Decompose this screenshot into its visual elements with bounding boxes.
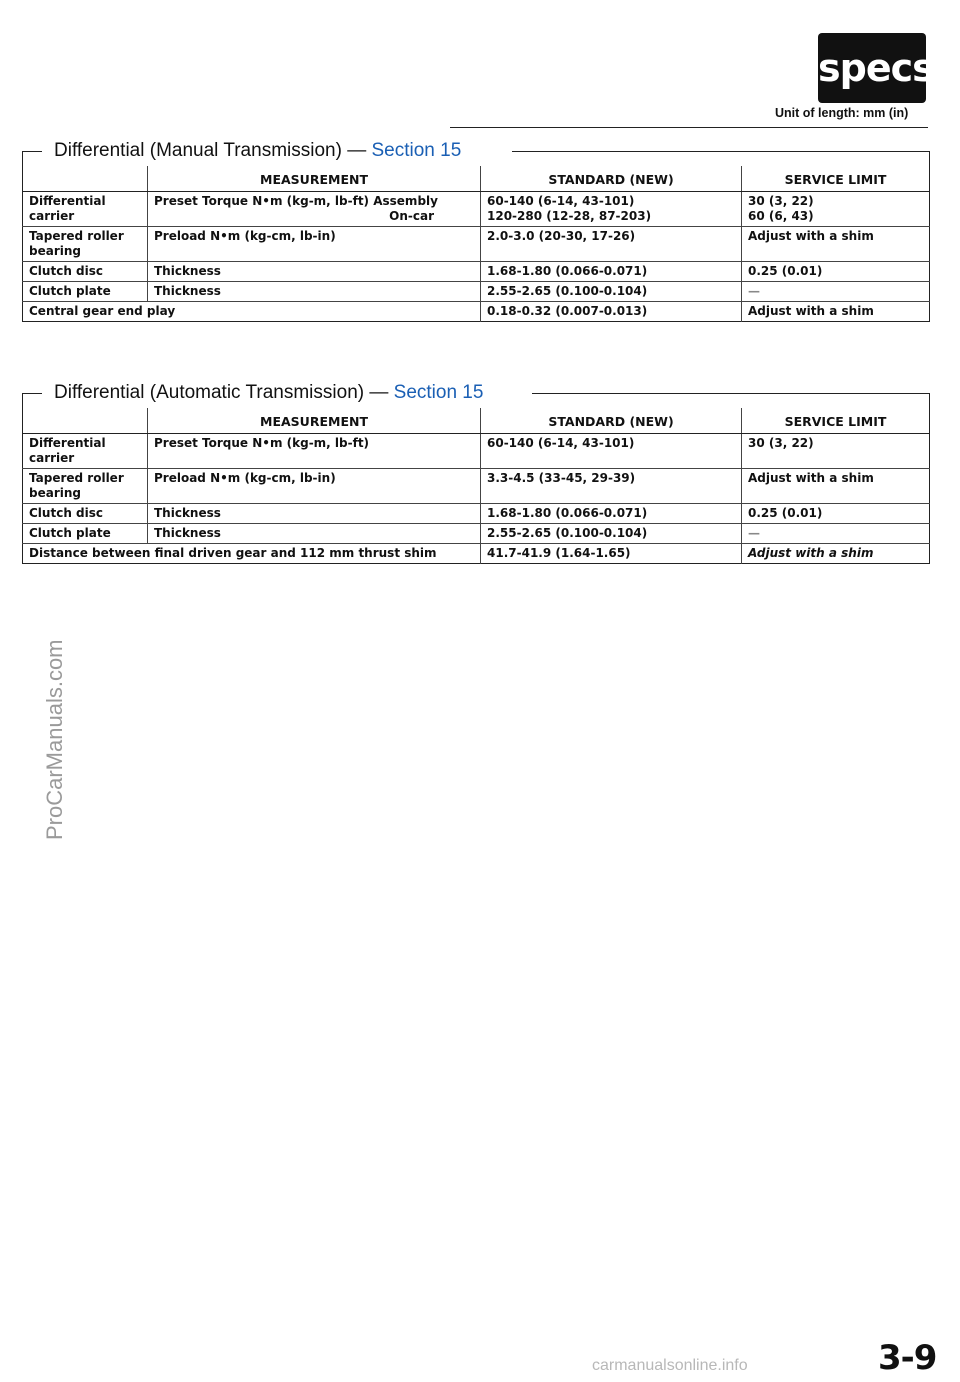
manual-transmission-section <box>22 136 930 322</box>
table-row: Distance between final driven gear and 112 mm thrust shim 41.7-41.9 (1.64-1.65) Adjust with a shim <box>23 544 930 564</box>
table-row: Clutch plate Thickness 2.55-2.65 (0.100-0.104) — <box>23 524 930 544</box>
section-title: Differential (Manual Transmission) — <box>54 140 372 161</box>
col-measurement: MEASUREMENT <box>148 166 481 192</box>
table-row: Tapered roller bearing Preload N•m (kg-cm, lb-in) 2.0-3.0 (20-30, 17-26) Adjust with a shim <box>23 227 930 262</box>
table-header <box>23 408 930 434</box>
automatic-transmission-section <box>22 378 930 564</box>
table-row: Central gear end play 0.18-0.32 (0.007-0.013) Adjust with a shim <box>23 302 930 322</box>
table-row: Differential carrier Preset Torque N•m (kg-m, lb-ft) Assembly On-car 60-140 (6-14, 43-101) 120-280 (12-28, 87-203) 30 (3, 22) 60 (6, 43) <box>23 192 930 227</box>
automatic-spec-table <box>22 408 930 564</box>
table-row: Differential carrier Preset Torque N•m (kg-m, lb-ft) 60-140 (6-14, 43-101) 30 (3, 22) <box>23 434 930 469</box>
col-service-limit: SERVICE LIMIT <box>742 166 930 192</box>
col-service-limit: SERVICE LIMIT <box>742 408 930 434</box>
section-link[interactable]: Section 15 <box>393 382 484 403</box>
watermark: ProCarManuals.com <box>42 639 67 840</box>
section-link[interactable]: Section 15 <box>371 140 462 161</box>
table-row: Tapered roller bearing Preload N•m (kg-cm, lb-in) 3.3-4.5 (33-45, 29-39) Adjust with a shim <box>23 469 930 504</box>
table-row: Clutch disc Thickness 1.68-1.80 (0.066-0.071) 0.25 (0.01) <box>23 504 930 524</box>
table-header <box>23 166 930 192</box>
section-heading <box>22 378 930 408</box>
table-row: Clutch plate Thickness 2.55-2.65 (0.100-0.104) — <box>23 282 930 302</box>
section-heading <box>22 136 930 166</box>
table-row: Clutch disc Thickness 1.68-1.80 (0.066-0.071) 0.25 (0.01) <box>23 262 930 282</box>
unit-of-length: Unit of length: mm (in) <box>775 106 909 120</box>
footer-watermark: carmanualsonline.info <box>592 1357 748 1374</box>
col-standard: STANDARD (NEW) <box>481 408 742 434</box>
divider <box>450 127 928 128</box>
page-number: 3-9 <box>878 1338 937 1378</box>
col-standard: STANDARD (NEW) <box>481 166 742 192</box>
section-title: Differential (Automatic Transmission) — <box>54 382 394 403</box>
specs-badge: specs <box>818 33 926 103</box>
manual-spec-table <box>22 166 930 322</box>
col-measurement: MEASUREMENT <box>148 408 481 434</box>
